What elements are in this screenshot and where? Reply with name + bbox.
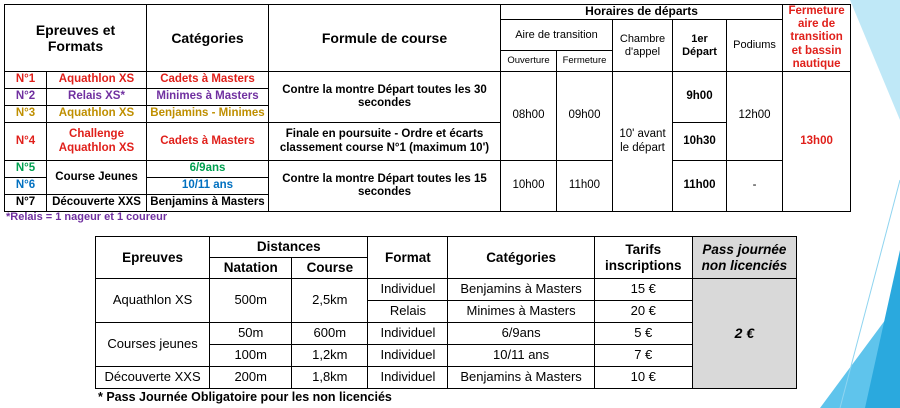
swim-distance: 100m: [210, 345, 292, 367]
event-price: 20 €: [594, 301, 692, 323]
header-natation: Natation: [210, 258, 292, 279]
first-start-time: 11h00: [673, 161, 727, 212]
podium-time: 12h00: [727, 72, 783, 161]
header-chambre-appel: Chambre d'appel: [613, 20, 673, 72]
event-format: Individuel: [368, 323, 448, 345]
run-distance: 2,5km: [292, 279, 368, 323]
pass-price: 2 €: [692, 279, 796, 389]
event-price: 5 €: [594, 323, 692, 345]
header-categories: Catégories: [147, 5, 269, 72]
swim-distance: 500m: [210, 279, 292, 323]
race-category: Benjamins - Minimes: [147, 106, 269, 123]
race-category: Benjamins à Masters: [147, 195, 269, 212]
header-formule: Formule de course: [269, 5, 501, 72]
header-format: Format: [368, 237, 448, 279]
run-distance: 600m: [292, 323, 368, 345]
race-number: N°3: [5, 106, 47, 123]
header-pass-journee: Pass journée non licenciés: [692, 237, 796, 279]
header-distances: Distances: [210, 237, 368, 258]
swim-distance: 50m: [210, 323, 292, 345]
closing-time: 13h00: [783, 72, 851, 212]
transition-close-time: 09h00: [557, 72, 613, 161]
race-formula: Finale en poursuite - Ordre et écarts classement course N°1 (maximum 10'): [269, 123, 501, 161]
race-name: Challenge Aquathlon XS: [47, 123, 147, 161]
first-start-time: 9h00: [673, 72, 727, 123]
race-formula: Contre la montre Départ toutes les 15 secondes: [269, 161, 501, 212]
race-number: N°2: [5, 89, 47, 106]
transition-close-time: 11h00: [557, 161, 613, 212]
event-price: 15 €: [594, 279, 692, 301]
event-price: 10 €: [594, 367, 692, 389]
call-room-time: 10' avant le départ: [613, 72, 673, 212]
schedule-table: [4, 4, 851, 212]
race-name: Aquathlon XS: [47, 72, 147, 89]
header-course: Course: [292, 258, 368, 279]
event-name: Découverte XXS: [96, 367, 210, 389]
race-number: N°7: [5, 195, 47, 212]
run-distance: 1,8km: [292, 367, 368, 389]
race-category: 10/11 ans: [147, 178, 269, 195]
header-ouverture: Ouverture: [501, 51, 557, 72]
event-category: Benjamins à Masters: [448, 279, 594, 301]
race-category: Cadets à Masters: [147, 123, 269, 161]
relay-note: *Relais = 1 nageur et 1 coureur: [6, 211, 168, 223]
event-format: Individuel: [368, 367, 448, 389]
race-name: Course Jeunes: [47, 161, 147, 195]
header-premier-depart: 1er Départ: [673, 20, 727, 72]
event-format: Individuel: [368, 345, 448, 367]
podium-time: -: [727, 161, 783, 212]
run-distance: 1,2km: [292, 345, 368, 367]
event-category: Minimes à Masters: [448, 301, 594, 323]
event-category: Benjamins à Masters: [448, 367, 594, 389]
header-epreuves: Epreuves: [96, 237, 210, 279]
header-epreuves: Epreuves et Formats: [5, 5, 147, 72]
race-number: N°1: [5, 72, 47, 89]
event-format: Relais: [368, 301, 448, 323]
race-number: N°6: [5, 178, 47, 195]
event-name: Courses jeunes: [96, 323, 210, 367]
pass-note: * Pass Journée Obligatoire pour les non licenciés: [98, 390, 392, 404]
event-price: 7 €: [594, 345, 692, 367]
header-categories: Catégories: [448, 237, 594, 279]
race-name: Découverte XXS: [47, 195, 147, 212]
header-podiums: Podiums: [727, 20, 783, 72]
header-aire-transition: Aire de transition: [501, 20, 613, 51]
race-category: 6/9ans: [147, 161, 269, 178]
pricing-table: [95, 236, 797, 389]
race-formula: Contre la montre Départ toutes les 30 secondes: [269, 72, 501, 123]
swim-distance: 200m: [210, 367, 292, 389]
race-number: N°4: [5, 123, 47, 161]
race-name: Aquathlon XS: [47, 106, 147, 123]
header-horaires: Horaires de départs: [501, 5, 783, 20]
event-format: Individuel: [368, 279, 448, 301]
event-category: 10/11 ans: [448, 345, 594, 367]
event-category: 6/9ans: [448, 323, 594, 345]
header-fermeture-aire: Fermeture aire de transition et bassin nautique: [783, 5, 851, 72]
race-name: Relais XS*: [47, 89, 147, 106]
header-tarifs: Tarifs inscriptions: [594, 237, 692, 279]
race-category: Minimes à Masters: [147, 89, 269, 106]
first-start-time: 10h30: [673, 123, 727, 161]
event-name: Aquathlon XS: [96, 279, 210, 323]
race-number: N°5: [5, 161, 47, 178]
race-category: Cadets à Masters: [147, 72, 269, 89]
transition-open-time: 08h00: [501, 72, 557, 161]
transition-open-time: 10h00: [501, 161, 557, 212]
header-fermeture: Fermeture: [557, 51, 613, 72]
